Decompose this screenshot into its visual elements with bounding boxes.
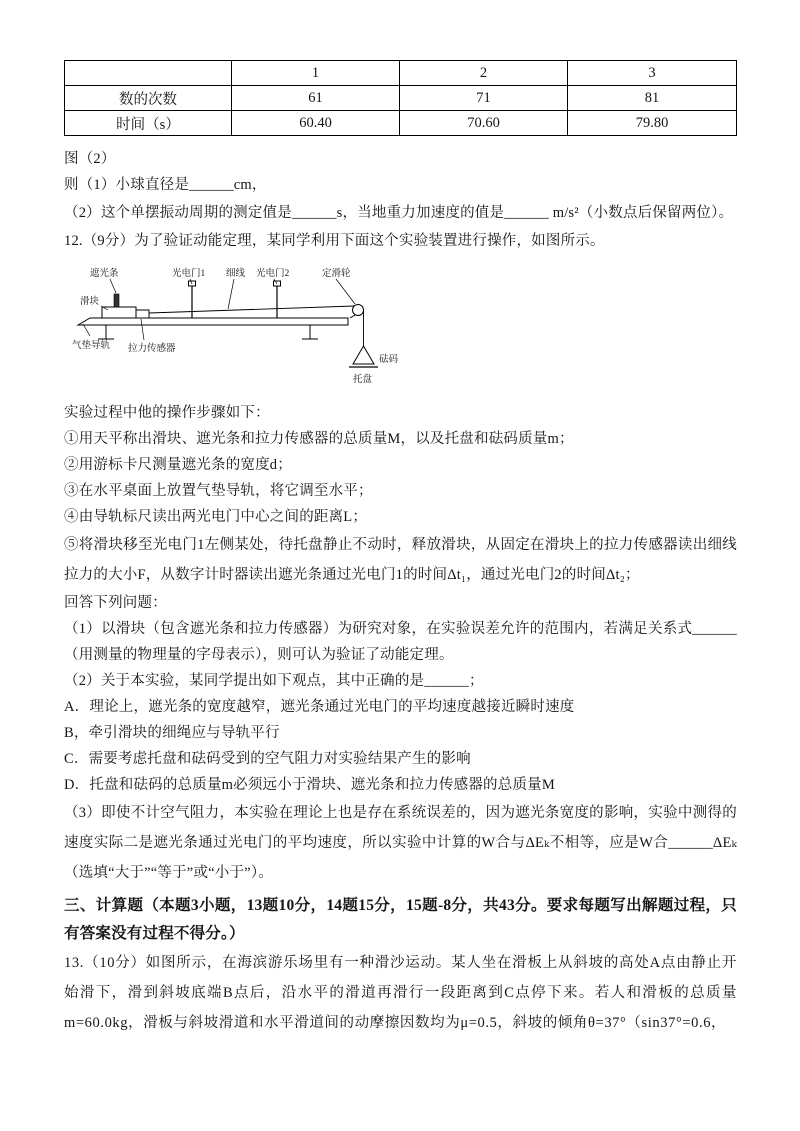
figure2-caption: 图（2） — [64, 151, 116, 167]
q12-sub2: （2）关于本实验，某同学提出如下观点，其中正确的是______； — [64, 673, 484, 689]
air-track — [78, 318, 348, 325]
label-air-track: 气垫导轨 — [72, 341, 111, 351]
q11-blank-period-gravity: （2）这个单摆振动周期的测定值是______s，当地重力加速度的值是______ m/s²（小数点后保留两位）。 — [64, 205, 734, 221]
counts-value-1: 61 — [232, 86, 400, 111]
row-label-time: 时间（s） — [65, 111, 232, 136]
option-a: A．理论上，遮光条的宽度越窄，遮光条通过光电门的平均速度越接近瞬时速度 — [64, 699, 575, 715]
option-b: B，牵引滑块的细绳应与导轨平行 — [64, 725, 280, 741]
pulley-bracket — [350, 315, 355, 318]
step-3: ③在水平桌面上放置气垫导轨，将它调至水平； — [64, 483, 373, 499]
shade-strip — [114, 294, 119, 307]
time-value-1: 60.40 — [232, 111, 400, 136]
section-3-header: 三、计算题（本题3小题，13题10分，14题15分，15题-8分，共43分。要求每题写出解题过程，只有答案没有过程不得分。） — [64, 897, 737, 942]
pendulum-data-table — [64, 60, 737, 136]
label-photogate-1: 光电门1 — [172, 269, 206, 279]
table-header-row — [65, 61, 737, 86]
time-value-3: 79.80 — [568, 111, 737, 136]
table-header-blank — [65, 61, 232, 86]
apparatus-svg — [70, 262, 412, 392]
label-shade-strip: 遮光条 — [90, 269, 119, 279]
answer-prompt: 回答下列问题： — [64, 595, 167, 611]
slider — [102, 307, 136, 318]
step-1: ①用天平称出滑块、遮光条和拉力传感器的总质量M，以及托盘和砝码质量m； — [64, 431, 574, 447]
label-weight: 砝码 — [379, 355, 399, 365]
step-2: ②用游标卡尺测量遮光条的宽度d； — [64, 457, 292, 473]
table-header-trial-3: 3 — [568, 61, 737, 86]
table-header-trial-2: 2 — [400, 61, 568, 86]
leader-air-track — [83, 324, 90, 336]
q11-blank-diameter: 则（1）小球直径是______cm， — [64, 177, 267, 193]
counts-value-3: 81 — [568, 86, 737, 111]
table-row-time — [65, 111, 737, 136]
table-header-trial-1: 1 — [232, 61, 400, 86]
fixed-pulley — [353, 305, 364, 316]
leader-pulley — [336, 279, 355, 304]
label-string: 细线 — [226, 269, 246, 279]
leader-string — [228, 279, 234, 309]
table-row-counts — [65, 86, 737, 111]
option-c: C．需要考虑托盘和砝码受到的空气阻力对实验结果产生的影响 — [64, 751, 471, 767]
force-sensor — [136, 310, 149, 318]
q12-sub3: （3）即使不计空气阻力，本实验在理论上也是存在系统误差的，因为遮光条宽度的影响，实验中测得的速度实际二是遮光条通过光电门的平均速度，所以实验中计算的W合与ΔEₖ不相等，应是W合______ΔEₖ（选填“大于”“等于”或“小于”）。 — [64, 805, 737, 881]
row-label-counts: 数的次数 — [65, 86, 232, 111]
steps-intro: 实验过程中他的操作步骤如下： — [64, 405, 270, 421]
time-value-2: 70.60 — [400, 111, 568, 136]
label-tray: 托盘 — [353, 375, 373, 385]
counts-value-2: 71 — [400, 86, 568, 111]
label-fixed-pulley: 定滑轮 — [322, 269, 351, 279]
q13-text: 13.（10分）如图所示，在海滨游乐场里有一种滑沙运动。某人坐在滑板上从斜坡的高处A点由静止开始滑下，滑到斜坡底端B点后，沿水平的滑道再滑行一段距离到C点停下来。若人和滑板的总质量m=60.0kg，滑板与斜坡滑道和水平滑道间的动摩擦因数均为μ=0.5，斜坡的倾角θ=37°（sin37°=0.6， — [64, 955, 737, 1031]
step-4: ④由导轨标尺读出两光电门中心之间的距离L； — [64, 509, 368, 525]
weight — [353, 346, 374, 364]
q12-intro: 12.（9分）为了验证动能定理，某同学利用下面这个实验装置进行操作，如图所示。 — [64, 233, 605, 249]
string — [149, 306, 354, 313]
leader-shade-strip — [110, 279, 116, 293]
label-slider: 滑块 — [80, 297, 100, 307]
option-d: D．托盘和砝码的总质量m必须远小于滑块、遮光条和拉力传感器的总质量M — [64, 777, 555, 793]
experiment-apparatus-diagram — [70, 262, 412, 392]
label-force-sensor: 拉力传感器 — [128, 344, 176, 354]
q12-sub1: （1）以滑块（包含遮光条和拉力传感器）为研究对象，在实验误差允许的范围内，若满足关系式______（用测量的物理量的字母表示），则可认为验证了动能定理。 — [64, 621, 737, 663]
step-5: ⑤将滑块移至光电门1左侧某处，待托盘静止不动时，释放滑块，从固定在滑块上的拉力传感器读出细线拉力的大小F，从数字计时器读出遮光条通过光电门1的时间Δt₁，通过光电门2的时间Δt₂； — [64, 537, 737, 583]
label-photogate-2: 光电门2 — [256, 269, 290, 279]
